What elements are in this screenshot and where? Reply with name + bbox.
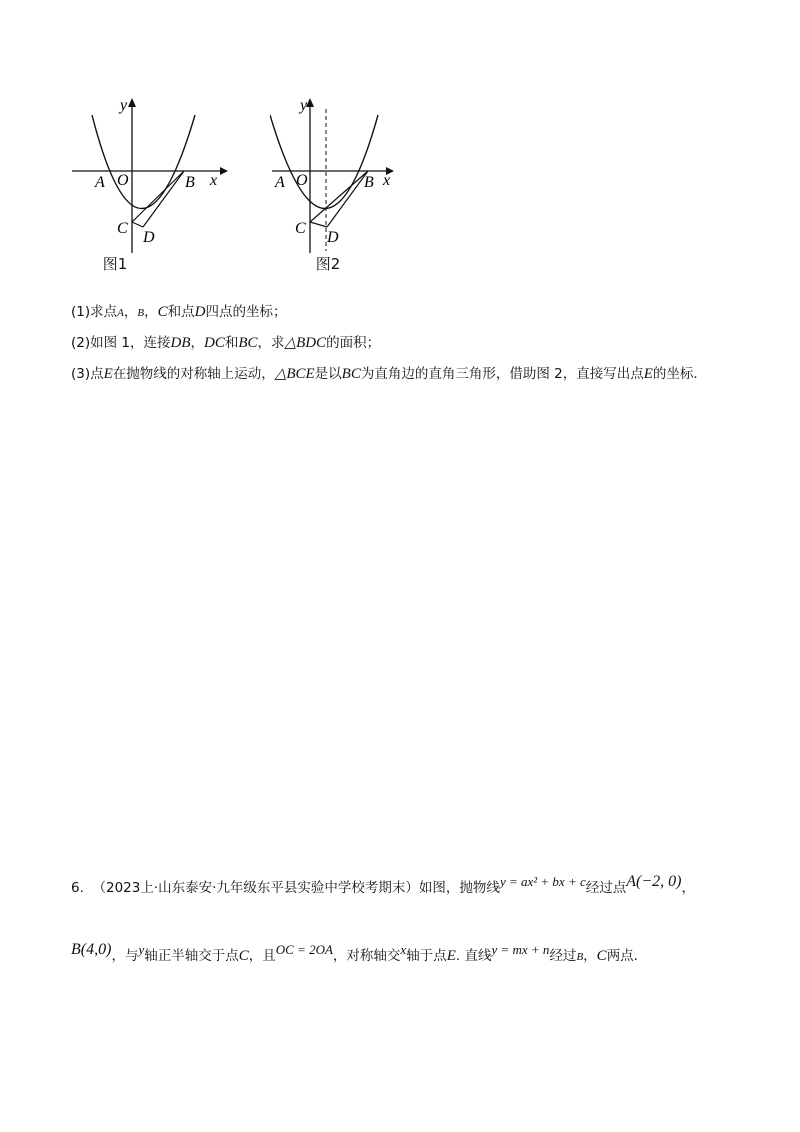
label-point-d: D — [143, 229, 155, 246]
segment-bd — [143, 171, 184, 227]
label-y: y — [120, 97, 128, 114]
question-number: (1) — [71, 304, 91, 320]
label-point-b: B — [185, 174, 195, 191]
label-point-a: A — [275, 174, 285, 191]
segment-bc — [310, 171, 368, 222]
point-a: A(−2, 0) — [626, 873, 682, 890]
figure-1 — [70, 95, 230, 273]
y-axis-arrow — [128, 98, 136, 107]
figure-1-caption: 图1 — [102, 255, 128, 273]
question-number: (3) — [71, 366, 91, 382]
label-point-d: D — [327, 229, 339, 246]
segment-cd — [310, 222, 327, 227]
question-3: (3)点E在抛物线的对称轴上运动，△BCE是以BC为直角边的直角三角形，借助图 2，直接写出点E的坐标. — [71, 366, 698, 382]
question-1: (1)求点A，B，C和点D四点的坐标； — [71, 304, 287, 320]
label-y: y — [300, 97, 308, 114]
segment-cd — [132, 222, 143, 227]
problem-number: 6. — [71, 880, 84, 896]
figure-2-caption: 图2 — [315, 255, 341, 273]
parabola-graph-1 — [70, 95, 230, 255]
parabola-equation: y = ax² + bx + c — [499, 874, 586, 889]
problem-6-line-2: B(4,0)，与y轴正半轴交于点C，且OC = 2OA，对称轴交x轴于点E. 直线y = mx + n经过B，C两点. — [71, 941, 638, 964]
label-point-c: C — [295, 220, 306, 237]
x-axis-arrow — [220, 167, 228, 175]
question-number: (2) — [71, 335, 91, 351]
label-point-a: A — [95, 174, 105, 191]
label-point-b: B — [364, 174, 374, 191]
label-x: x — [210, 172, 218, 189]
segment-bc — [132, 171, 184, 222]
label-x: x — [383, 172, 391, 189]
parabola-graph-2 — [270, 95, 430, 255]
parabola-curve — [92, 115, 195, 209]
parabola-curve — [270, 115, 378, 209]
point-b: B(4,0) — [71, 941, 112, 958]
problem-source: （2023上·山东泰安·九年级东平县实验中学校考期末）如图，抛物线 — [92, 880, 500, 896]
label-point-c: C — [117, 220, 128, 237]
problem-6-line-1: 6. （2023上·山东泰安·九年级东平县实验中学校考期末）如图，抛物线y = ax² + bx + c经过点A(−2, 0)， — [71, 873, 695, 896]
figure-2 — [270, 95, 430, 273]
question-2: (2)如图 1，连接DB，DC和BC，求△BDC的面积； — [71, 335, 381, 351]
y-axis-arrow — [306, 98, 314, 107]
label-origin: O — [117, 172, 129, 189]
segment-bd — [327, 171, 368, 227]
label-origin: O — [296, 172, 308, 189]
